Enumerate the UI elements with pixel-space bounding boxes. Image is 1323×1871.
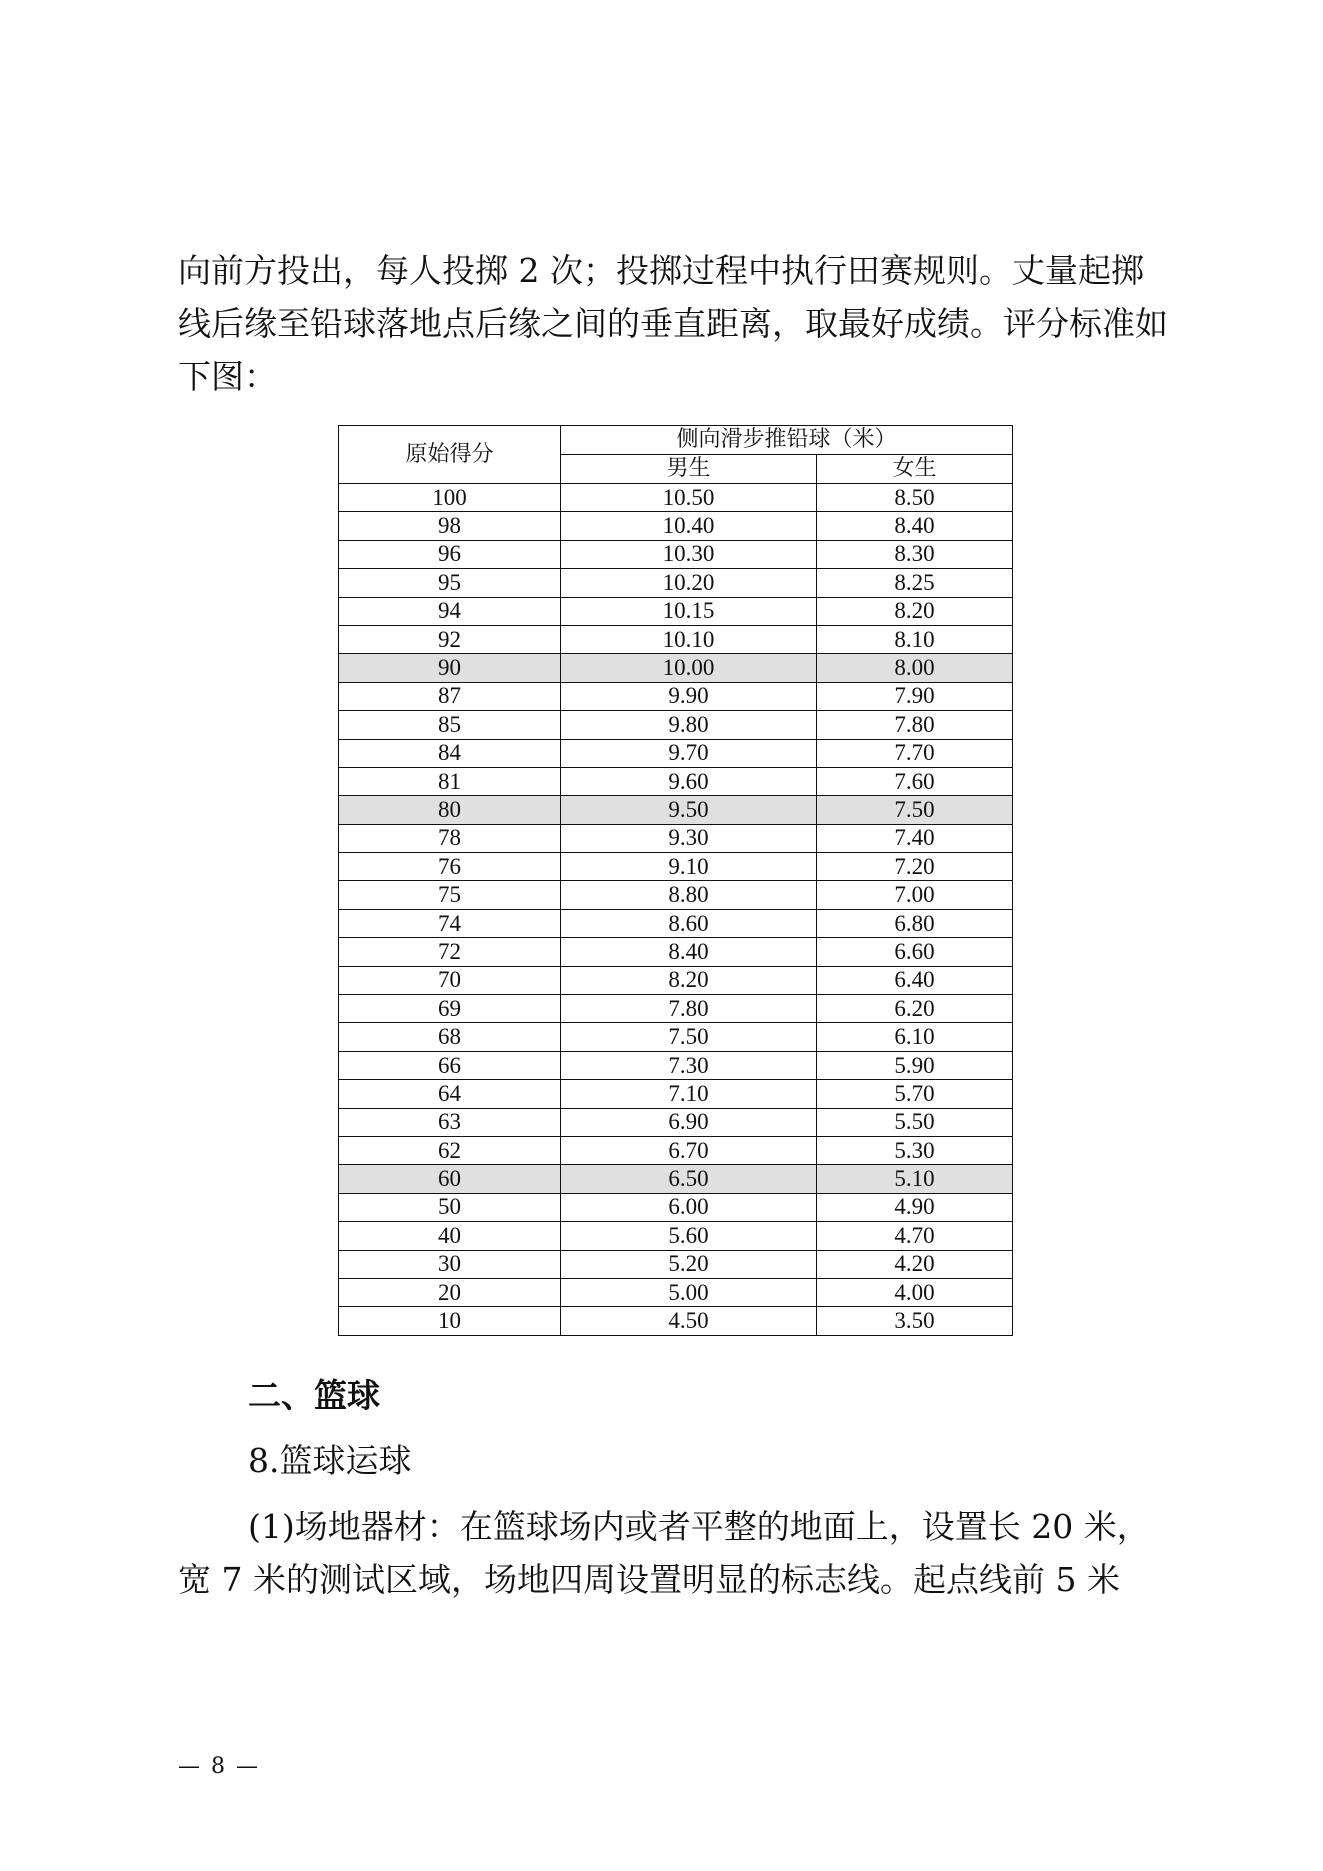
cell-female: 4.90 bbox=[817, 1193, 1013, 1221]
cell-male: 6.90 bbox=[561, 1108, 817, 1136]
table-row bbox=[339, 1307, 1013, 1335]
cell-male: 5.00 bbox=[561, 1278, 817, 1306]
cell-female: 5.90 bbox=[817, 1051, 1013, 1079]
table-row bbox=[339, 796, 1013, 824]
cell-male: 9.90 bbox=[561, 682, 817, 710]
table-row bbox=[339, 1136, 1013, 1164]
cell-score: 81 bbox=[339, 767, 561, 795]
header-score: 原始得分 bbox=[339, 426, 561, 484]
table-row bbox=[339, 966, 1013, 994]
cell-female: 8.20 bbox=[817, 597, 1013, 625]
cell-score: 80 bbox=[339, 796, 561, 824]
cell-male: 9.60 bbox=[561, 767, 817, 795]
cell-male: 9.10 bbox=[561, 853, 817, 881]
cell-female: 7.70 bbox=[817, 739, 1013, 767]
cell-male: 9.70 bbox=[561, 739, 817, 767]
table-row bbox=[339, 995, 1013, 1023]
header-female: 女生 bbox=[817, 455, 1013, 484]
table-row bbox=[339, 1165, 1013, 1193]
cell-score: 66 bbox=[339, 1051, 561, 1079]
table-row bbox=[339, 512, 1013, 540]
cell-male: 10.00 bbox=[561, 654, 817, 682]
cell-female: 6.40 bbox=[817, 966, 1013, 994]
table-row bbox=[339, 1023, 1013, 1051]
cell-male: 9.50 bbox=[561, 796, 817, 824]
cell-male: 8.40 bbox=[561, 938, 817, 966]
cell-female: 7.20 bbox=[817, 853, 1013, 881]
cell-score: 78 bbox=[339, 824, 561, 852]
cell-male: 7.10 bbox=[561, 1080, 817, 1108]
table-row bbox=[339, 625, 1013, 653]
cell-score: 85 bbox=[339, 711, 561, 739]
table-row bbox=[339, 1222, 1013, 1250]
table-row bbox=[339, 1250, 1013, 1278]
table-row bbox=[339, 1193, 1013, 1221]
cell-female: 6.10 bbox=[817, 1023, 1013, 1051]
table-row bbox=[339, 739, 1013, 767]
cell-male: 10.10 bbox=[561, 625, 817, 653]
table-row bbox=[339, 569, 1013, 597]
cell-female: 8.10 bbox=[817, 625, 1013, 653]
table-row bbox=[339, 1080, 1013, 1108]
header-male: 男生 bbox=[561, 455, 817, 484]
cell-score: 96 bbox=[339, 540, 561, 568]
table-row bbox=[339, 1051, 1013, 1079]
table-body bbox=[339, 484, 1013, 1336]
cell-female: 7.80 bbox=[817, 711, 1013, 739]
cell-score: 84 bbox=[339, 739, 561, 767]
cell-male: 5.20 bbox=[561, 1250, 817, 1278]
cell-male: 7.30 bbox=[561, 1051, 817, 1079]
table-row bbox=[339, 938, 1013, 966]
cell-female: 3.50 bbox=[817, 1307, 1013, 1335]
cell-female: 4.20 bbox=[817, 1250, 1013, 1278]
cell-male: 9.80 bbox=[561, 711, 817, 739]
cell-female: 6.20 bbox=[817, 995, 1013, 1023]
table-row bbox=[339, 540, 1013, 568]
cell-score: 20 bbox=[339, 1278, 561, 1306]
section-heading: 二、篮球 bbox=[248, 1376, 380, 1415]
cell-male: 10.30 bbox=[561, 540, 817, 568]
table-row bbox=[339, 711, 1013, 739]
cell-female: 4.70 bbox=[817, 1222, 1013, 1250]
cell-male: 6.00 bbox=[561, 1193, 817, 1221]
cell-female: 5.10 bbox=[817, 1165, 1013, 1193]
table-row bbox=[339, 853, 1013, 881]
cell-score: 69 bbox=[339, 995, 561, 1023]
cell-female: 8.30 bbox=[817, 540, 1013, 568]
page-number: — 8 — bbox=[178, 1754, 260, 1779]
table-row bbox=[339, 767, 1013, 795]
cell-female: 5.70 bbox=[817, 1080, 1013, 1108]
cell-female: 5.30 bbox=[817, 1136, 1013, 1164]
cell-female: 8.25 bbox=[817, 569, 1013, 597]
scoring-table bbox=[338, 425, 1013, 1336]
cell-score: 76 bbox=[339, 853, 561, 881]
body-paragraph-bottom: (1)场地器材：在篮球场内或者平整的地面上，设置长 20 米，宽 7 米的测试区域，场地四周设置明显的标志线。起点线前 5 米 bbox=[178, 1507, 1150, 1599]
cell-score: 100 bbox=[339, 484, 561, 512]
cell-score: 90 bbox=[339, 654, 561, 682]
cell-male: 6.70 bbox=[561, 1136, 817, 1164]
cell-score: 74 bbox=[339, 909, 561, 937]
cell-male: 10.15 bbox=[561, 597, 817, 625]
cell-female: 6.80 bbox=[817, 909, 1013, 937]
cell-male: 7.50 bbox=[561, 1023, 817, 1051]
cell-female: 8.00 bbox=[817, 654, 1013, 682]
cell-score: 60 bbox=[339, 1165, 561, 1193]
cell-male: 5.60 bbox=[561, 1222, 817, 1250]
subsection-heading: 8.篮球运球 bbox=[248, 1441, 412, 1480]
cell-score: 64 bbox=[339, 1080, 561, 1108]
cell-score: 95 bbox=[339, 569, 561, 597]
cell-female: 7.90 bbox=[817, 682, 1013, 710]
table-row bbox=[339, 1278, 1013, 1306]
body-paragraph-top: 向前方投出，每人投掷 2 次；投掷过程中执行田赛规则。丈量起掷线后缘至铅球落地点后缘之间的垂直距离，取最好成绩。评分标准如下图： bbox=[178, 251, 1168, 396]
cell-male: 8.80 bbox=[561, 881, 817, 909]
cell-male: 6.50 bbox=[561, 1165, 817, 1193]
cell-female: 7.50 bbox=[817, 796, 1013, 824]
cell-score: 87 bbox=[339, 682, 561, 710]
cell-score: 62 bbox=[339, 1136, 561, 1164]
cell-score: 92 bbox=[339, 625, 561, 653]
cell-female: 5.50 bbox=[817, 1108, 1013, 1136]
cell-score: 75 bbox=[339, 881, 561, 909]
cell-score: 68 bbox=[339, 1023, 561, 1051]
cell-score: 72 bbox=[339, 938, 561, 966]
table-row bbox=[339, 654, 1013, 682]
cell-score: 50 bbox=[339, 1193, 561, 1221]
table-row bbox=[339, 909, 1013, 937]
cell-male: 10.20 bbox=[561, 569, 817, 597]
cell-female: 6.60 bbox=[817, 938, 1013, 966]
cell-score: 63 bbox=[339, 1108, 561, 1136]
cell-male: 8.60 bbox=[561, 909, 817, 937]
cell-female: 4.00 bbox=[817, 1278, 1013, 1306]
cell-score: 98 bbox=[339, 512, 561, 540]
table-row bbox=[339, 597, 1013, 625]
cell-male: 10.50 bbox=[561, 484, 817, 512]
cell-male: 9.30 bbox=[561, 824, 817, 852]
cell-score: 70 bbox=[339, 966, 561, 994]
cell-male: 8.20 bbox=[561, 966, 817, 994]
cell-female: 7.60 bbox=[817, 767, 1013, 795]
cell-female: 8.50 bbox=[817, 484, 1013, 512]
table-row bbox=[339, 484, 1013, 512]
cell-score: 30 bbox=[339, 1250, 561, 1278]
cell-female: 8.40 bbox=[817, 512, 1013, 540]
cell-female: 7.00 bbox=[817, 881, 1013, 909]
table-row bbox=[339, 1108, 1013, 1136]
cell-score: 94 bbox=[339, 597, 561, 625]
table-row bbox=[339, 881, 1013, 909]
cell-male: 10.40 bbox=[561, 512, 817, 540]
cell-score: 10 bbox=[339, 1307, 561, 1335]
cell-male: 4.50 bbox=[561, 1307, 817, 1335]
cell-male: 7.80 bbox=[561, 995, 817, 1023]
cell-female: 7.40 bbox=[817, 824, 1013, 852]
table-row bbox=[339, 682, 1013, 710]
table-row bbox=[339, 824, 1013, 852]
header-group: 侧向滑步推铅球（米） bbox=[561, 426, 1013, 455]
cell-score: 40 bbox=[339, 1222, 561, 1250]
